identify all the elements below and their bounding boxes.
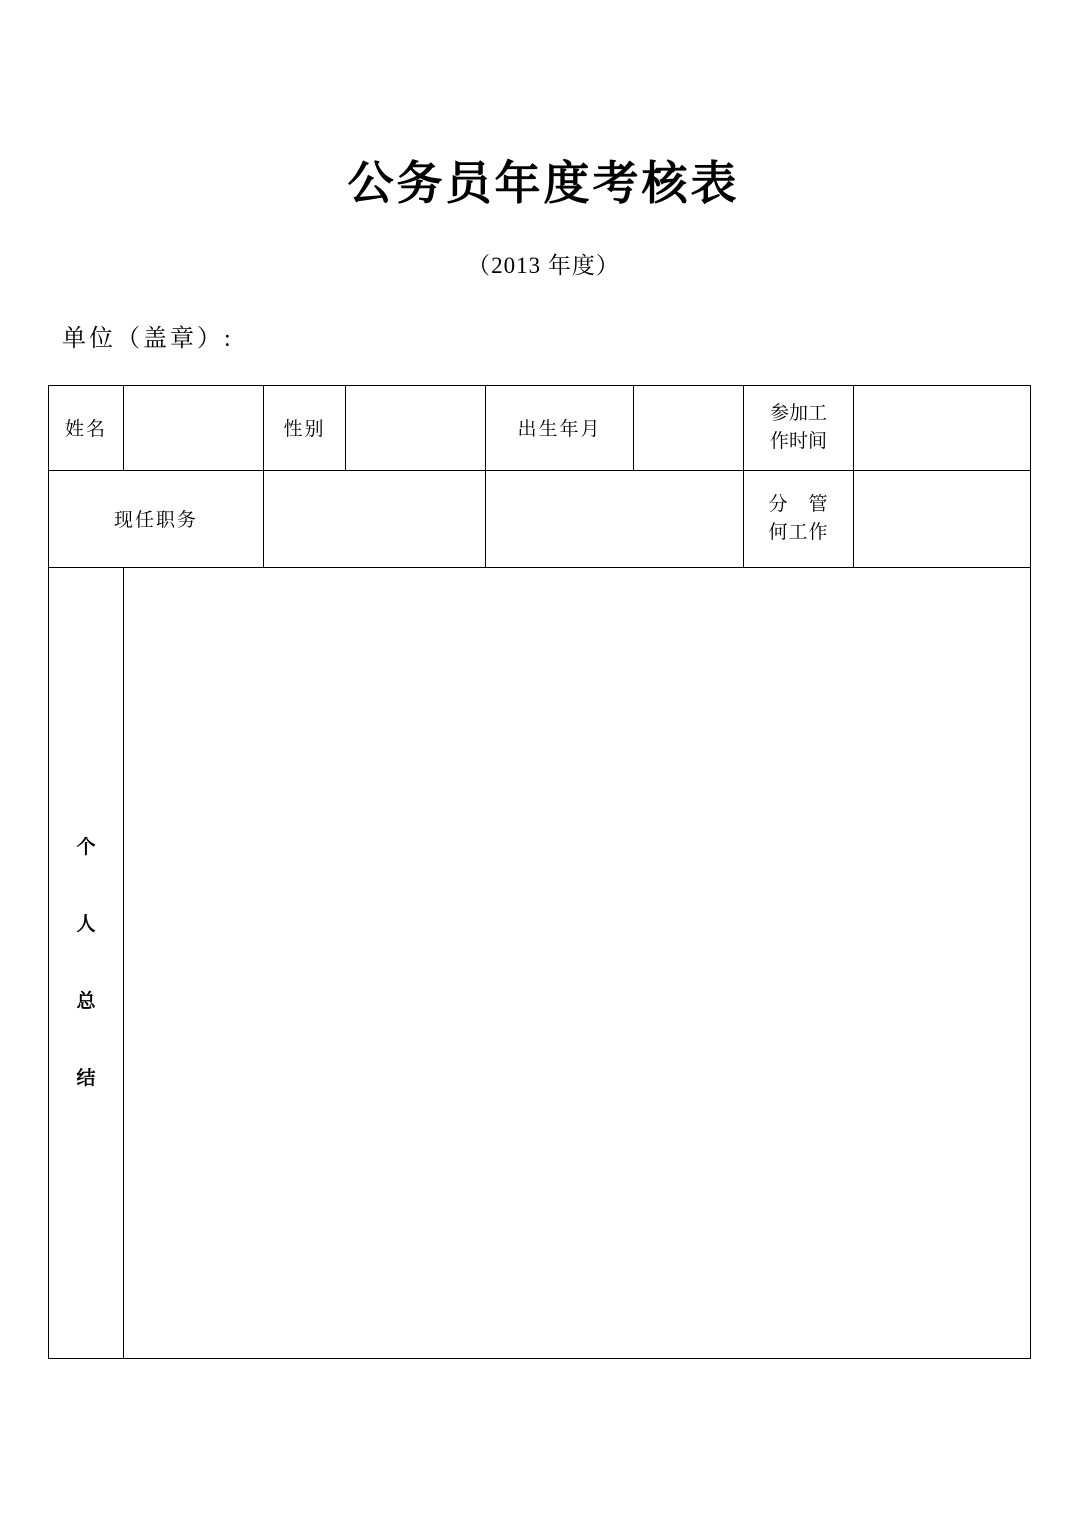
duty-label — [744, 470, 854, 567]
name-label: 姓名 — [49, 385, 124, 470]
table-row-basic-info — [49, 385, 1031, 470]
work-start-value[interactable] — [854, 385, 1031, 470]
gender-label: 性别 — [264, 385, 346, 470]
personal-summary-value[interactable] — [124, 567, 1031, 1358]
work-start-label — [744, 385, 854, 470]
personal-summary-label-char-4: 结 — [76, 1066, 96, 1089]
unit-seal-line: 单位（盖章）: — [62, 325, 234, 352]
personal-summary-label — [49, 567, 124, 1358]
name-value[interactable] — [124, 385, 264, 470]
personal-summary-label-char-3: 总 — [76, 989, 96, 1012]
table-row-position — [49, 470, 1031, 567]
duty-label-line2: 何工作 — [768, 521, 829, 543]
position-label: 现任职务 — [49, 470, 264, 567]
position-value[interactable] — [264, 470, 486, 567]
work-start-label-line2: 作时间 — [769, 430, 827, 452]
duty-label-line1: 分 管 — [768, 494, 829, 516]
position-extra-cell[interactable] — [486, 470, 744, 567]
gender-value[interactable] — [346, 385, 486, 470]
personal-summary-label-char-2: 人 — [76, 912, 96, 935]
personal-summary-label-char-1: 个 — [76, 835, 96, 858]
birth-date-label: 出生年月 — [486, 385, 634, 470]
appraisal-form-table — [48, 385, 1031, 1359]
birth-date-value[interactable] — [634, 385, 744, 470]
table-row-personal-summary — [49, 567, 1031, 1358]
page-title: 公务员年度考核表 — [347, 156, 740, 210]
page-subtitle: （2013 年度） — [467, 252, 620, 278]
duty-value[interactable] — [854, 470, 1031, 567]
work-start-label-line1: 参加工 — [769, 403, 827, 425]
